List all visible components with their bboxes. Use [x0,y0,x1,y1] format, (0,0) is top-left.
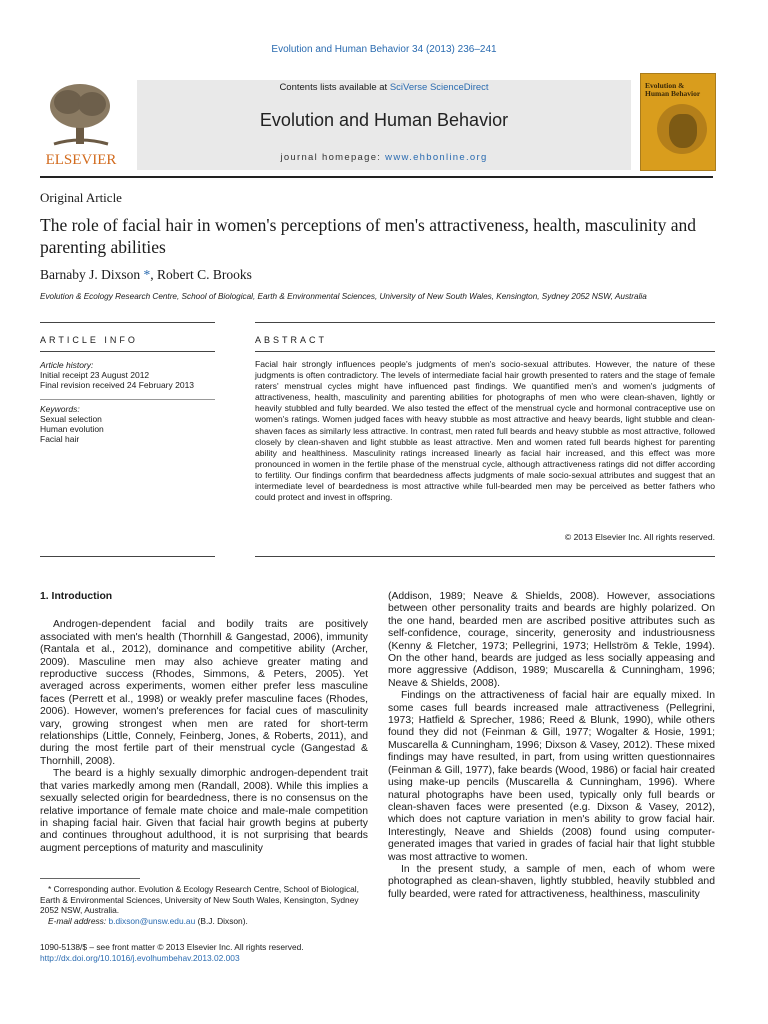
paragraph: The beard is a highly sexually dimorphic androgen-dependent trait that varies markedly among men (Randall, 2008). While this implies a sexually selected origin for beardedness, there is no consensus on the relative importance of female mate choice and male-male competition in shaping facial hair. Given that facial hair growth begins at puberty and continues throughout adulthood, it is not surprising that beards augment perceptions of maturity and masculinity [40,768,368,854]
sciencedirect-link[interactable]: SciVerse ScienceDirect [389,82,489,93]
homepage-link[interactable]: www.ehbonline.org [385,152,488,163]
keyword: Facial hair [40,434,80,444]
paragraph: Findings on the attractiveness of facial hair are equally mixed. In some cases full beards increased male attractiveness (Pellegrini, 1973; Hatfield & Sprecher, 1986; Reed & Blunk, 1990), while others found they did not (Feinman & Gill, 1977; Wogalter & Hosie, 1991; Muscarella & Cunningham, 1996; Dixson & Vasey, 2012). These mixed findings may have resulted, in part, from using written questionnaires (Feinman & Gill, 1977), fake beards (Wood, 1986) or facial hair created using make-up pencils (Muscarella & Cunningham, 1996). Where natural photographs have been used, typically only full beards or clean-shaven faces were presented (e.g. Dixson & Vasey, 2012), which does not capture variation in men's ability to grow facial hair. Interestingly, Neave and Shields (2008) found using computer-generated images that varied in grades of facial hair that light stubble was most attractive to women. [388,690,715,863]
abstract-rule-bottom [255,556,715,557]
contents-line [137,82,631,93]
keywords-block [40,404,215,444]
history-divider [40,399,215,400]
homepage-prefix: journal homepage: [280,152,386,163]
keywords-label: Keywords: [40,404,80,414]
journal-homepage [137,152,631,163]
footnote [40,884,368,926]
abstract-text: Facial hair strongly influences people's judgments of men's socio-sexual attributes. However, the nature of these judgments is often contradictory. The levels of intermediate facial hair growth presented to raters and the stage of female raters' menstrual cycles might have influenced past findings. We quantified men's and women's judgments of attractiveness, health, masculinity and parenting abilities for photographs of men who were clean-shaven, lightly or heavily stubbled and fully bearded. We also tested the effect of the menstrual cycle and hormonal contraceptive use on women's ratings. Women judged faces with heavy stubble as most attractive and heavy beards, light stubble and clean-shaven faces as similarly less attractive. In contrast, men rated full beards and heavy stubble as most attractive, followed closely by clean-shaven and light stubble as least attractive. Men and women rated full beards highest for parenting ability and healthiness. Masculinity ratings increased linearly as facial hair increased, and this effect was more pronounced in women in the fertile phase of the menstrual cycle, although attractiveness ratings did not differ according to fertility. Our findings confirm that beardedness affects judgments of male socio-sexual attributes and suggest that an intermediate level of beardedness is most attractive while full-bearded men may be perceived as better fathers who could protect and invest in offspring. [255,359,715,503]
contents-prefix: Contents lists available at [279,82,390,93]
body-left-column [40,591,368,855]
article-history [40,360,215,390]
paragraph: Androgen-dependent facial and bodily traits are positively associated with men's health (Thornhill & Gangestad, 2006), immunity (Rantala et al., 2012), dominance and competitive ability (Archer, 2009). Masculine men may also achieve greater mating and reproductive success (Rhodes, Simmons, & Peters, 2005). Yet averaged across experiments, women either prefer less masculine faces (Perrett et al., 1998) or weakly prefer masculine faces (Rhodes, 2006). However, women's preferences for facial cues of masculinity vary, growing strongest when men are rated for short-term relationships (Little, Connely, Feinberg, Jones, & Roberts, 2011), and during the most fertile part of their menstrual cycle (Gangestad & Thornhill, 2008). [40,619,368,767]
publisher-name: ELSEVIER [45,152,117,168]
body-right-column [388,591,715,901]
doi-link[interactable]: http://dx.doi.org/10.1016/j.evolhumbehav.2013.02.003 [40,952,240,963]
email-label: E-mail address: [48,915,109,926]
abstract-heading: ABSTRACT [255,335,328,345]
cover-title: Evolution & Human Behavior [645,81,701,98]
tree-logo-icon [40,80,122,170]
elsevier-logo [40,80,122,170]
paragraph: (Addison, 1989; Neave & Shields, 2008). However, associations between other personality traits and beards are highly polarized. On the one hand, bearded men are ascribed positive attributes such as self-confidence, courage, sincerity, generosity and industriousness (Kenny & Fletcher, 1973; Pellegrini, 1973; Hellström & Tekle, 1994). On the other hand, beards are judged as less socially appeasing and more aggressive (Addison, 1989; Muscarella & Cunningham, 1996; Neave & Shields, 2008). [388,591,715,689]
front-matter [40,942,440,963]
issn-line: 1090-5138/$ – see front matter © 2013 Elsevier Inc. All rights reserved. [40,942,304,952]
author-1: Barnaby J. Dixson [40,267,141,282]
abstract-copyright: © 2013 Elsevier Inc. All rights reserved. [564,532,715,542]
keyword: Sexual selection [40,414,102,424]
keyword: Human evolution [40,424,104,434]
journal-title: Evolution and Human Behavior [259,110,509,130]
abstract-rule [255,351,715,352]
section-heading: 1. Introduction [40,591,113,602]
article-info-rule [40,351,215,352]
article-info-rule-top [40,322,215,323]
cover-art-figure [669,114,697,148]
article-title: The role of facial hair in women's perceptions of men's attractiveness, health, masculinity and parenting abilities [40,215,697,257]
revised-date: Final revision received 24 February 2013 [40,380,195,390]
paragraph: In the present study, a sample of men, each of whom were photographed as clean-shaven, lightly stubbled, heavily stubbled and fully bearded, were rated for attractiveness, healthiness, masculinity [388,863,715,900]
footnote-rule [40,878,140,879]
history-label: Article history: [40,360,94,370]
header-rule [40,176,713,178]
journal-cover-image [640,73,716,171]
article-info-rule-bottom [40,556,215,557]
email-link[interactable]: b.dixson@unsw.edu.au [108,915,196,926]
email-suffix: (B.J. Dixson). [195,915,248,926]
author-list [40,267,252,283]
abstract-rule-top [255,322,715,323]
email-note [40,916,368,927]
journal-citation[interactable]: Evolution and Human Behavior 34 (2013) 236–241 [271,44,497,55]
corresponding-author-note: * Corresponding author. Evolution & Ecology Research Centre, School of Biological, Earth & Environmental Sciences, University of New South Wales, Kensington, Sydney 2052 NSW, Australia. [40,884,359,915]
article-info-heading: ARTICLE INFO [40,335,138,345]
author-2: , Robert C. Brooks [150,267,252,282]
corresponding-author-mark[interactable]: * [140,267,151,282]
article-type: Original Article [40,190,122,205]
received-date: Initial receipt 23 August 2012 [40,370,150,380]
affiliation: Evolution & Ecology Research Centre, School of Biological, Earth & Environmental Sciences, University of New South Wales, Kensington, Sydney 2052 NSW, Australia [40,292,647,301]
